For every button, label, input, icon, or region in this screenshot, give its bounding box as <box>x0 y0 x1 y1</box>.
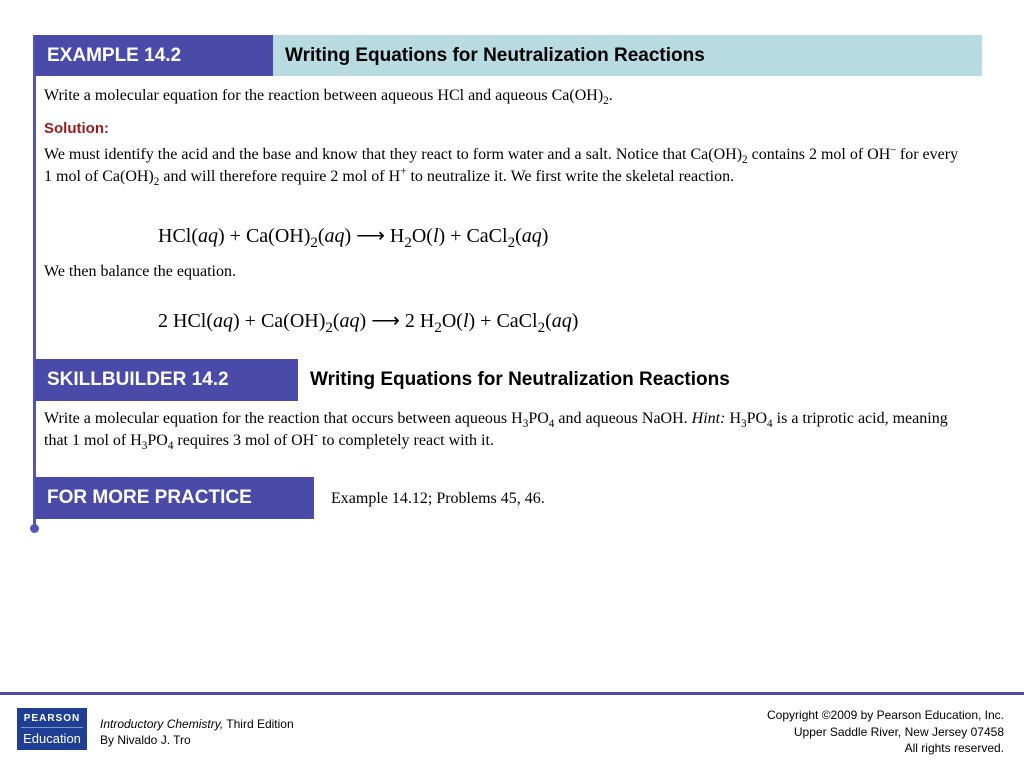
example-problem-text <box>44 85 984 107</box>
text-segment: ) + CaCl <box>438 225 508 247</box>
text-segment: 2 <box>404 235 412 251</box>
book-edition: Third Edition <box>223 717 294 731</box>
skillbuilder-text <box>44 408 964 452</box>
text-segment: l <box>462 310 469 332</box>
example-tab-label: EXAMPLE 14.2 <box>47 44 182 66</box>
text-segment: 2 <box>507 235 516 251</box>
text-segment: ) ⟶ H <box>344 225 405 247</box>
text-segment: 2 <box>742 154 748 167</box>
text-segment: to completely react with it. <box>318 432 494 449</box>
text-segment: ( <box>317 225 325 247</box>
text-segment: 3 <box>141 440 148 453</box>
more-practice-tab-label: FOR MORE PRACTICE <box>47 487 252 508</box>
text-segment: and aqueous NaOH. <box>554 410 692 427</box>
copyright-block <box>767 707 1004 757</box>
skillbuilder-title: Writing Equations for Neutralization Reactions <box>310 369 730 390</box>
skeletal-equation <box>158 223 549 251</box>
example-title-bar <box>273 35 982 76</box>
text-segment: to neutralize it. We first write the skeletal reaction. <box>406 168 735 185</box>
skillbuilder-tab-label: SKILLBUILDER 14.2 <box>47 369 229 390</box>
text-segment: 2 <box>325 320 333 336</box>
text-segment: requires 3 mol of OH <box>173 432 315 449</box>
logo-top-text: PEARSON <box>23 713 81 724</box>
text-segment: ) <box>571 310 579 332</box>
text-segment: PO <box>746 410 768 427</box>
balanced-equation <box>158 308 579 336</box>
text-segment: 4 <box>767 418 773 431</box>
text-segment: H <box>725 410 741 427</box>
text-segment: 2 HCl( <box>158 310 213 332</box>
text-segment: O( <box>411 225 433 247</box>
more-practice-tab <box>35 477 314 519</box>
example-tab <box>35 35 273 76</box>
solution-label: Solution: <box>44 120 109 137</box>
copyright-line-1: Copyright ©2009 by Pearson Education, Inc. <box>767 708 1004 722</box>
text-segment: ( <box>332 310 340 332</box>
text-segment: ( <box>515 225 522 247</box>
rule-end-dot <box>30 524 39 533</box>
text-segment: 2 <box>310 235 318 251</box>
more-practice-text: Example 14.12; Problems 45, 46. <box>331 490 545 507</box>
text-segment: 4 <box>548 418 555 431</box>
text-segment: is a triprotic acid, meaning that 1 mol of H <box>44 410 948 449</box>
text-segment: aq <box>324 225 345 247</box>
text-segment: contains 2 mol of OH <box>747 146 891 163</box>
text-segment: HCl( <box>158 225 198 247</box>
book-author: By Nivaldo J. Tro <box>100 733 191 747</box>
text-segment: 2 <box>537 320 546 336</box>
text-segment: . <box>608 87 613 104</box>
text-segment: 2 <box>434 320 442 336</box>
skillbuilder-tab <box>35 359 298 401</box>
solution-text <box>44 144 964 188</box>
left-vertical-rule <box>33 35 36 528</box>
text-segment: 3 <box>741 418 747 431</box>
balance-text <box>44 261 236 283</box>
text-segment: ( <box>545 310 552 332</box>
text-segment: 4 <box>167 440 174 453</box>
text-segment: 2 <box>603 95 609 108</box>
text-segment: Hint: <box>691 410 726 427</box>
text-segment: Write a molecular equation for the reaction that occurs between aqueous H <box>44 410 523 427</box>
text-segment: ) + CaCl <box>468 310 538 332</box>
text-segment: aq <box>521 225 542 247</box>
text-segment: ) + Ca(OH) <box>218 225 311 247</box>
text-segment: – <box>890 143 896 156</box>
text-segment: PO <box>147 432 168 449</box>
text-segment: 3 <box>522 418 529 431</box>
text-segment: - <box>314 429 318 442</box>
text-segment: Write a molecular equation for the reaction between aqueous HCl and aqueous Ca(OH) <box>44 87 604 104</box>
book-credit <box>100 716 294 748</box>
copyright-line-2: Upper Saddle River, New Jersey 07458 <box>793 724 1004 739</box>
footer-divider <box>0 692 1024 695</box>
text-segment: PO <box>528 410 549 427</box>
text-segment: ) + Ca(OH) <box>233 310 326 332</box>
text-segment: We must identify the acid and the base and know that they react to form water and a salt. Notice that Ca(OH) <box>44 146 743 163</box>
pearson-logo <box>17 708 87 750</box>
text-segment: ) ⟶ 2 H <box>359 310 435 332</box>
text-segment: aq <box>339 310 360 332</box>
example-title: Writing Equations for Neutralization Reactions <box>285 44 705 66</box>
text-segment: l <box>432 225 439 247</box>
book-title: Introductory Chemistry, <box>100 717 224 731</box>
logo-bottom-text: Education <box>21 727 83 746</box>
text-segment: and will therefore require 2 mol of H <box>159 168 401 185</box>
text-segment: + <box>400 165 407 178</box>
copyright-line-3: All rights reserved. <box>904 741 1004 755</box>
text-segment: for every 1 mol of Ca(OH) <box>44 146 959 185</box>
skillbuilder-title-bar <box>298 359 898 401</box>
text-segment: aq <box>213 310 233 332</box>
text-segment: O( <box>441 310 463 332</box>
text-segment: We then balance the equation. <box>44 263 236 280</box>
text-segment: 2 <box>153 176 160 189</box>
text-segment: aq <box>551 310 572 332</box>
text-segment: aq <box>198 225 218 247</box>
text-segment: ) <box>541 225 549 247</box>
